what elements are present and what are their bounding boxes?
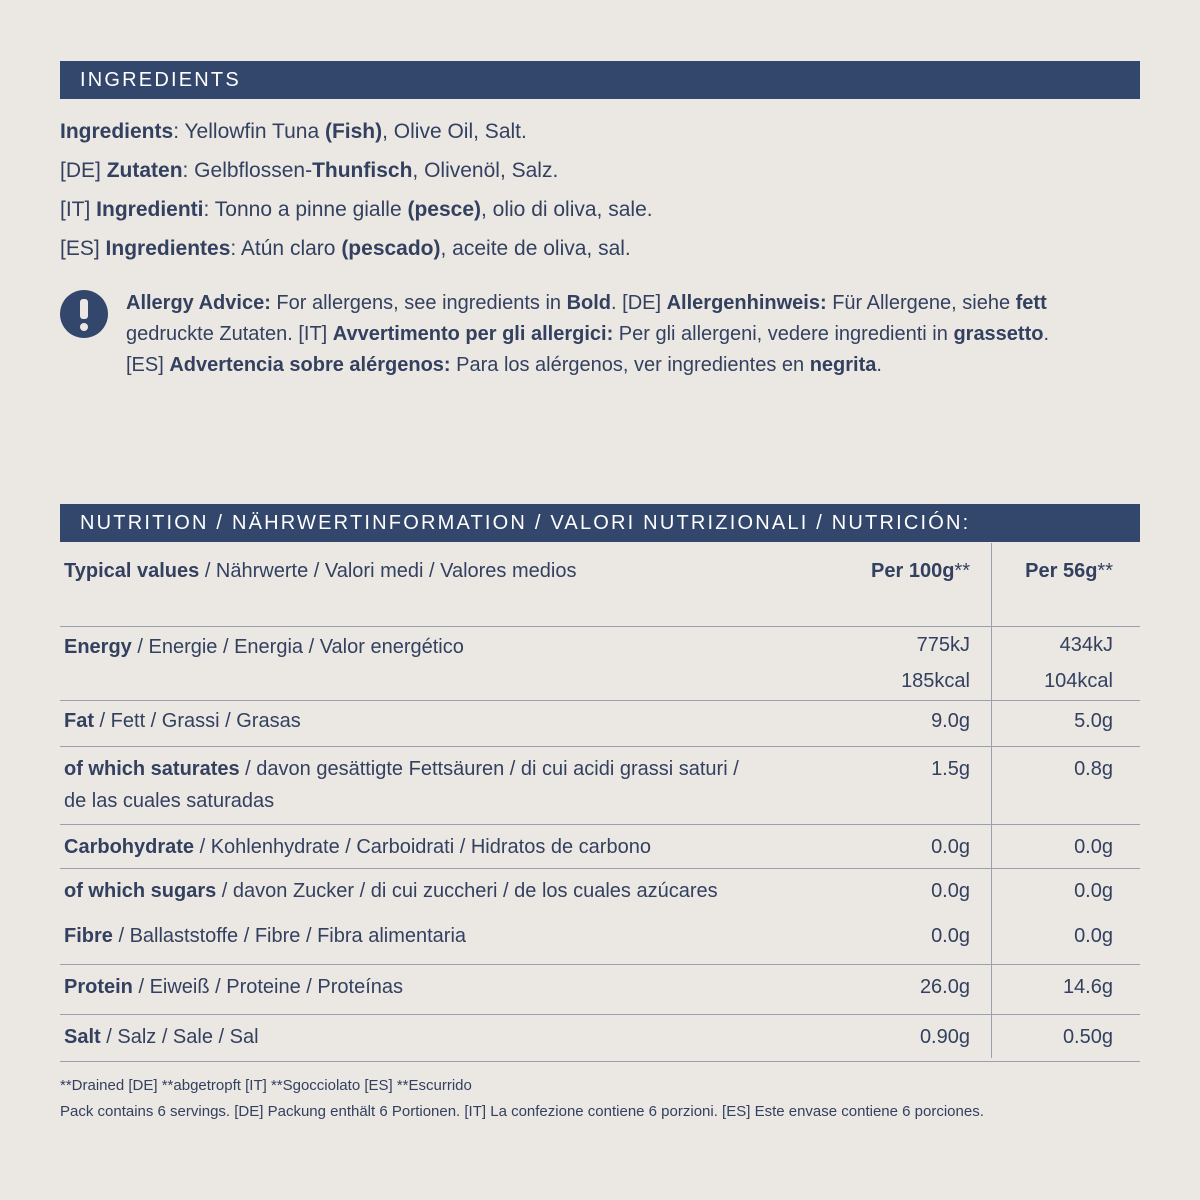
table-row-fibre: Fibre / Ballaststoffe / Fibre / Fibra alimentaria 0.0g 0.0g <box>60 914 1140 965</box>
ingredients-line-it: [IT] Ingredienti: Tonno a pinne gialle (pesce), olio di oliva, sale. <box>60 198 653 221</box>
footnote-servings: Pack contains 6 servings. [DE] Packung enthält 6 Portionen. [IT] La confezione contiene 6 porzioni. [ES] Este envase contiene 6 porciones. <box>60 1103 984 1120</box>
table-row-carbohydrate: Carbohydrate / Kohlenhydrate / Carboidrati / Hidratos de carbono 0.0g 0.0g <box>60 825 1140 869</box>
allergy-text: Allergy Advice: For allergens, see ingredients in Bold. [DE] Allergenhinweis: Für Allergene, siehe fett gedruckte Zutaten. [IT] Avvertimento per gli allergici: Per gli allergeni, vedere ingredienti in grassetto. [ES] Advertencia sobre alérgenos: Para los alérgenos, ver ingredientes en negrita. <box>126 292 1050 376</box>
table-row-sugars: of which sugars / davon Zucker / di cui zuccheri / de los cuales azúcares 0.0g 0.0g <box>64 880 1113 902</box>
ingredients-list <box>60 117 1140 273</box>
table-row-protein: Protein / Eiweiß / Proteine / Proteínas 26.0g 14.6g <box>60 965 1140 1015</box>
ingredients-header: INGREDIENTS <box>60 61 1140 99</box>
table-row-saturates: of which saturates / davon gesättigte Fettsäuren / di cui acidi grassi saturi / de las cuales saturadas 1.5g 0.8g <box>60 747 1140 825</box>
table-row-energy: Energy / Energie / Energia / Valor energético 775kJ 185kcal 434kJ 104kcal <box>60 627 1140 701</box>
exclamation-icon <box>60 290 108 338</box>
table-header-row: Typical values / Nährwerte / Valori medi / Valores medios Per 100g** Per 56g** <box>60 543 1140 627</box>
footnote-drained: **Drained [DE] **abgetropft [IT] **Sgocciolato [ES] **Escurrido <box>60 1077 472 1094</box>
footnotes <box>60 1073 984 1125</box>
ingredients-line-en: Ingredients: Yellowfin Tuna (Fish), Olive Oil, Salt. <box>60 120 527 143</box>
nutrition-header: NUTRITION / NÄHRWERTINFORMATION / VALORI NUTRIZIONALI / NUTRICIÓN: <box>60 504 1140 542</box>
ingredients-line-es: [ES] Ingredientes: Atún claro (pescado), aceite de oliva, sal. <box>60 237 631 260</box>
table-row-salt: Salt / Salz / Sale / Sal 0.90g 0.50g <box>60 1015 1140 1062</box>
ingredients-line-de: [DE] Zutaten: Gelbflossen-Thunfisch, Olivenöl, Salz. <box>60 159 559 182</box>
nutrition-table <box>60 543 1140 1062</box>
table-row-fat: Fat / Fett / Grassi / Grasas 9.0g 5.0g <box>60 701 1140 747</box>
